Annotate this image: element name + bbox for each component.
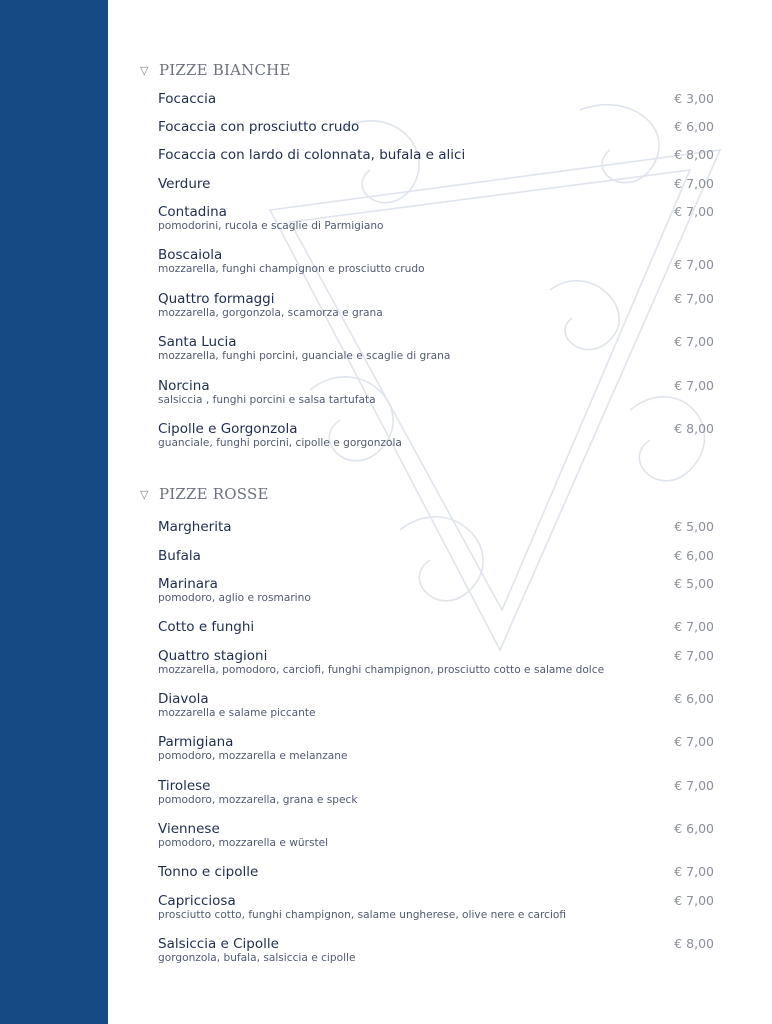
section-title-text: PIZZE BIANCHE [159, 61, 291, 79]
item-name: Tirolese [158, 778, 211, 794]
item-name: Verdure [158, 176, 211, 192]
item-name: Tonno e cipolle [158, 864, 259, 880]
item-name: Quattro formaggi [158, 291, 275, 307]
item-description: mozzarella, pomodoro, carciofi, funghi champignon, prosciutto cotto e salame dolce [158, 664, 605, 676]
item-name: Focaccia con lardo di colonnata, bufala e alici [158, 147, 466, 163]
triangle-bullet-icon: ▽ [140, 63, 149, 77]
item-price: € 7,00 [674, 334, 714, 349]
item-description: mozzarella, gorgonzola, scamorza e grana [158, 307, 383, 319]
item-description: pomodoro, mozzarella, grana e speck [158, 794, 358, 806]
item-price: € 5,00 [674, 576, 714, 591]
item-price: € 7,00 [674, 204, 714, 219]
item-name: Viennese [158, 821, 220, 837]
item-description: guanciale, funghi porcini, cipolle e gorgonzola [158, 437, 402, 449]
item-name: Contadina [158, 204, 227, 220]
item-name: Focaccia [158, 91, 217, 107]
item-description: pomodoro, aglio e rosmarino [158, 592, 311, 604]
item-price: € 7,00 [674, 257, 714, 272]
item-name: Salsiccia e Cipolle [158, 936, 279, 952]
item-description: mozzarella, funghi champignon e prosciutto crudo [158, 263, 425, 275]
item-name: Marinara [158, 576, 218, 592]
item-name: Norcina [158, 378, 210, 394]
item-name: Diavola [158, 691, 209, 707]
item-price: € 3,00 [674, 91, 714, 106]
item-price: € 7,00 [674, 864, 714, 879]
item-price: € 7,00 [674, 778, 714, 793]
item-price: € 7,00 [674, 291, 714, 306]
item-name: Margherita [158, 519, 232, 535]
section-title-text: PIZZE ROSSE [159, 485, 269, 503]
item-name: Focaccia con prosciutto crudo [158, 119, 360, 135]
item-name: Santa Lucia [158, 334, 237, 350]
item-price: € 6,00 [674, 119, 714, 134]
item-description: prosciutto cotto, funghi champignon, salame ungherese, olive nere e carciofi [158, 909, 567, 921]
item-price: € 7,00 [674, 648, 714, 663]
item-description: pomodorini, rucola e scaglie di Parmigiano [158, 220, 384, 232]
item-description: salsiccia , funghi porcini e salsa tartufata [158, 394, 376, 406]
section-title [140, 60, 291, 80]
item-description: pomodoro, mozzarella e melanzane [158, 750, 348, 762]
item-price: € 7,00 [674, 378, 714, 393]
item-price: € 8,00 [674, 421, 714, 436]
side-color-band [0, 0, 108, 1024]
item-price: € 8,00 [674, 147, 714, 162]
item-price: € 7,00 [674, 619, 714, 634]
item-price: € 7,00 [674, 176, 714, 191]
item-description: mozzarella, funghi porcini, guanciale e scaglie di grana [158, 350, 451, 362]
section-title [140, 484, 269, 504]
item-name: Boscaiola [158, 247, 223, 263]
item-name: Cotto e funghi [158, 619, 255, 635]
item-name: Bufala [158, 548, 201, 564]
item-description: pomodoro, mozzarella e würstel [158, 837, 329, 849]
item-price: € 7,00 [674, 734, 714, 749]
item-price: € 7,00 [674, 893, 714, 908]
item-price: € 6,00 [674, 691, 714, 706]
item-name: Capricciosa [158, 893, 236, 909]
item-price: € 6,00 [674, 821, 714, 836]
item-price: € 5,00 [674, 519, 714, 534]
item-price: € 8,00 [674, 936, 714, 951]
item-name: Parmigiana [158, 734, 234, 750]
item-name: Cipolle e Gorgonzola [158, 421, 298, 437]
background-ornament-icon [250, 90, 730, 690]
triangle-bullet-icon: ▽ [140, 487, 149, 501]
item-description: gorgonzola, bufala, salsiccia e cipolle [158, 952, 356, 964]
item-name: Quattro stagioni [158, 648, 268, 664]
item-price: € 6,00 [674, 548, 714, 563]
item-description: mozzarella e salame piccante [158, 707, 316, 719]
